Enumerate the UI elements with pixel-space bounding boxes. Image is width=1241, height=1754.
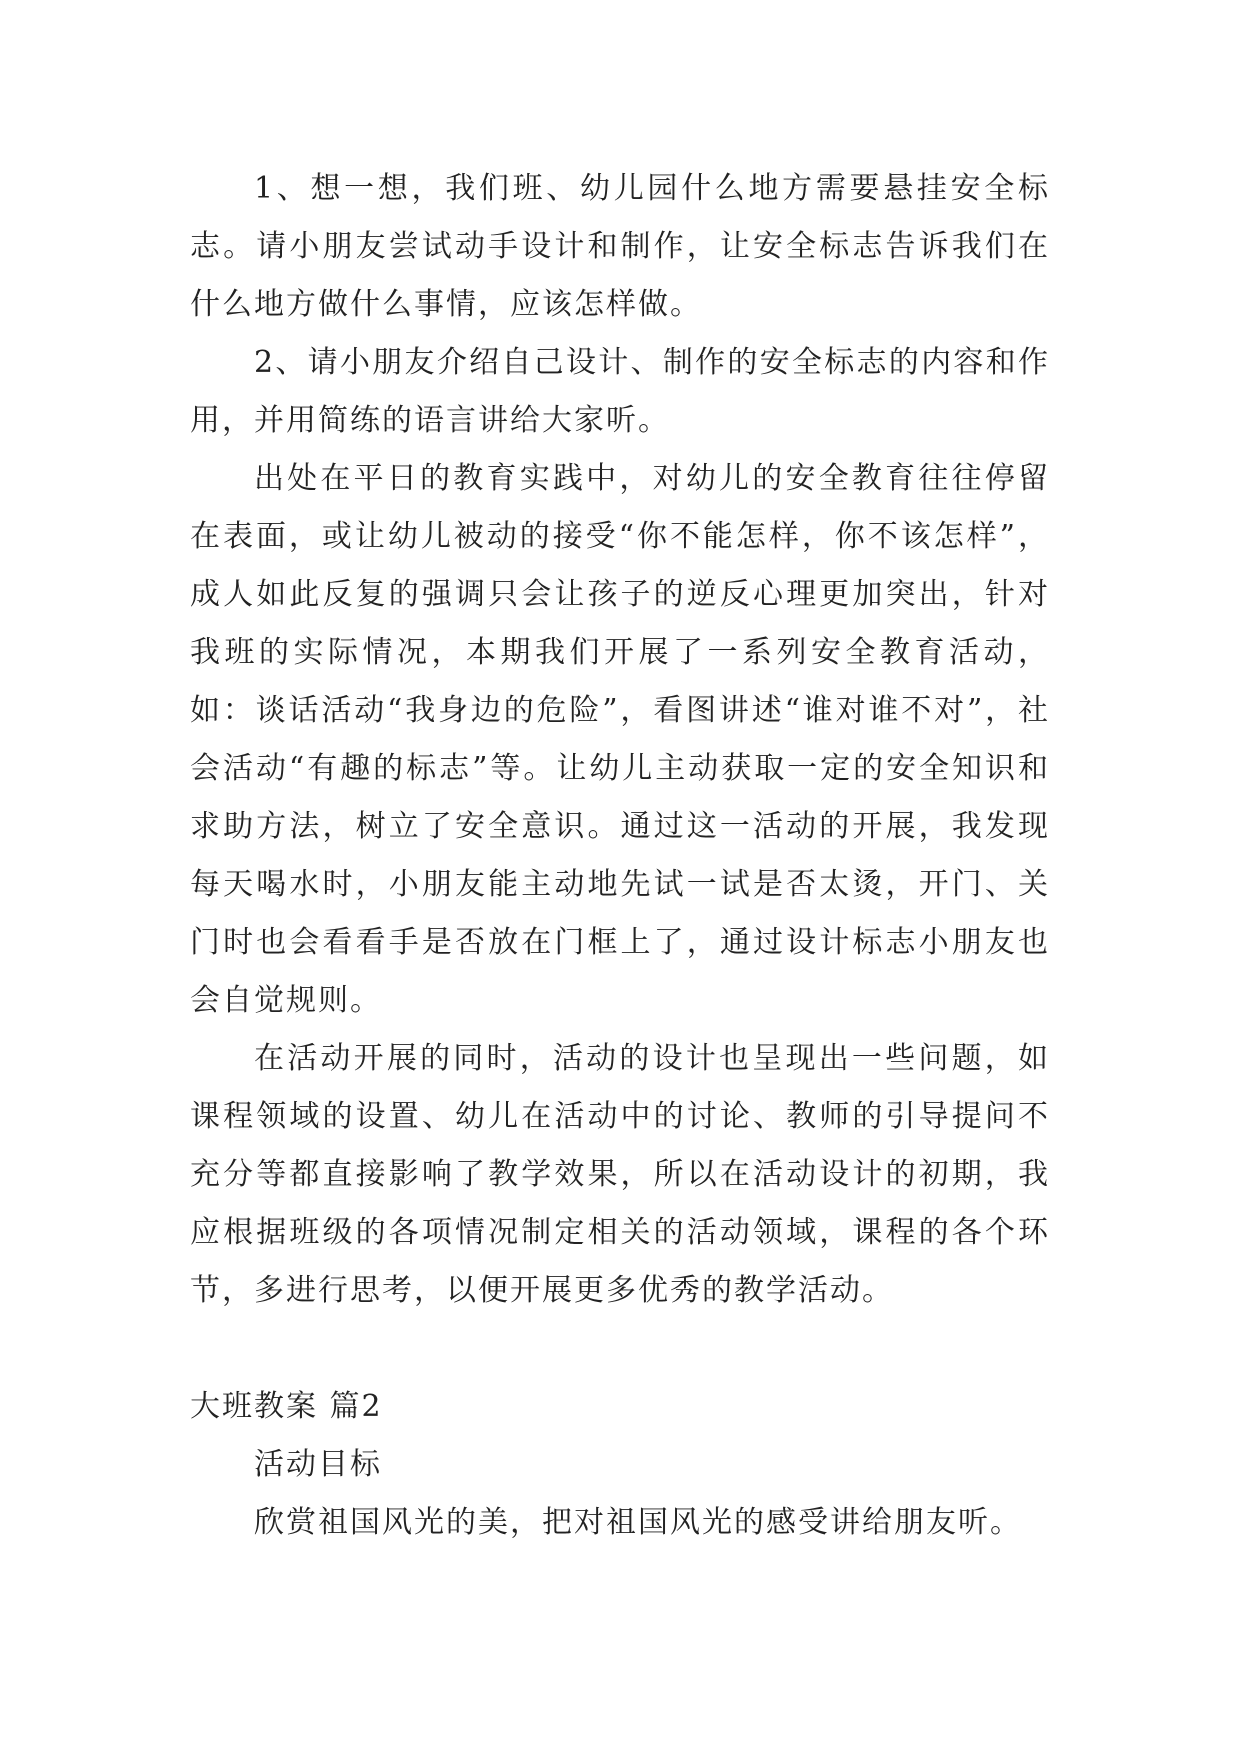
section-spacer [190,1320,1050,1378]
section-body: 欣赏祖国风光的美，把对祖国风光的感受讲给朋友听。 [254,1505,1022,1540]
section-subheading: 活动目标 [254,1447,382,1482]
paragraph-step-2: 2、请小朋友介绍自己设计、制作的安全标志的内容和作用，并用简练的语言讲给大家听。 [190,345,1050,438]
paragraph-issues: 在活动开展的同时，活动的设计也呈现出一些问题，如课程领域的设置、幼儿在活动中的讨论、教师的引导提问不充分等都直接影响了教学效果，所以在活动设计的初期，我应根据班级的各项情况制定相关的活动领域，课程的各个环节，多进行思考，以便开展更多优秀的教学活动。 [190,1041,1050,1308]
document-page [190,160,1050,1552]
paragraph-step-1: 1、想一想，我们班、幼儿园什么地方需要悬挂安全标志。请小朋友尝试动手设计和制作，让安全标志告诉我们在什么地方做什么事情，应该怎样做。 [190,171,1050,322]
paragraph-reflection: 出处在平日的教育实践中，对幼儿的安全教育往往停留在表面，或让幼儿被动的接受“你不能怎样，你不该怎样”，成人如此反复的强调只会让孩子的逆反心理更加突出，针对我班的实际情况，本期我们开展了一系列安全教育活动，如：谈话活动“我身边的危险”，看图讲述“谁对谁不对”，社会活动“有趣的标志”等。让幼儿主动获取一定的安全知识和求助方法，树立了安全意识。通过这一活动的开展，我发现每天喝水时，小朋友能主动地先试一试是否太烫，开门、关门时也会看看手是否放在门框上了，通过设计标志小朋友也会自觉规则。 [190,461,1050,1018]
section-title: 大班教案 篇2 [190,1389,383,1424]
